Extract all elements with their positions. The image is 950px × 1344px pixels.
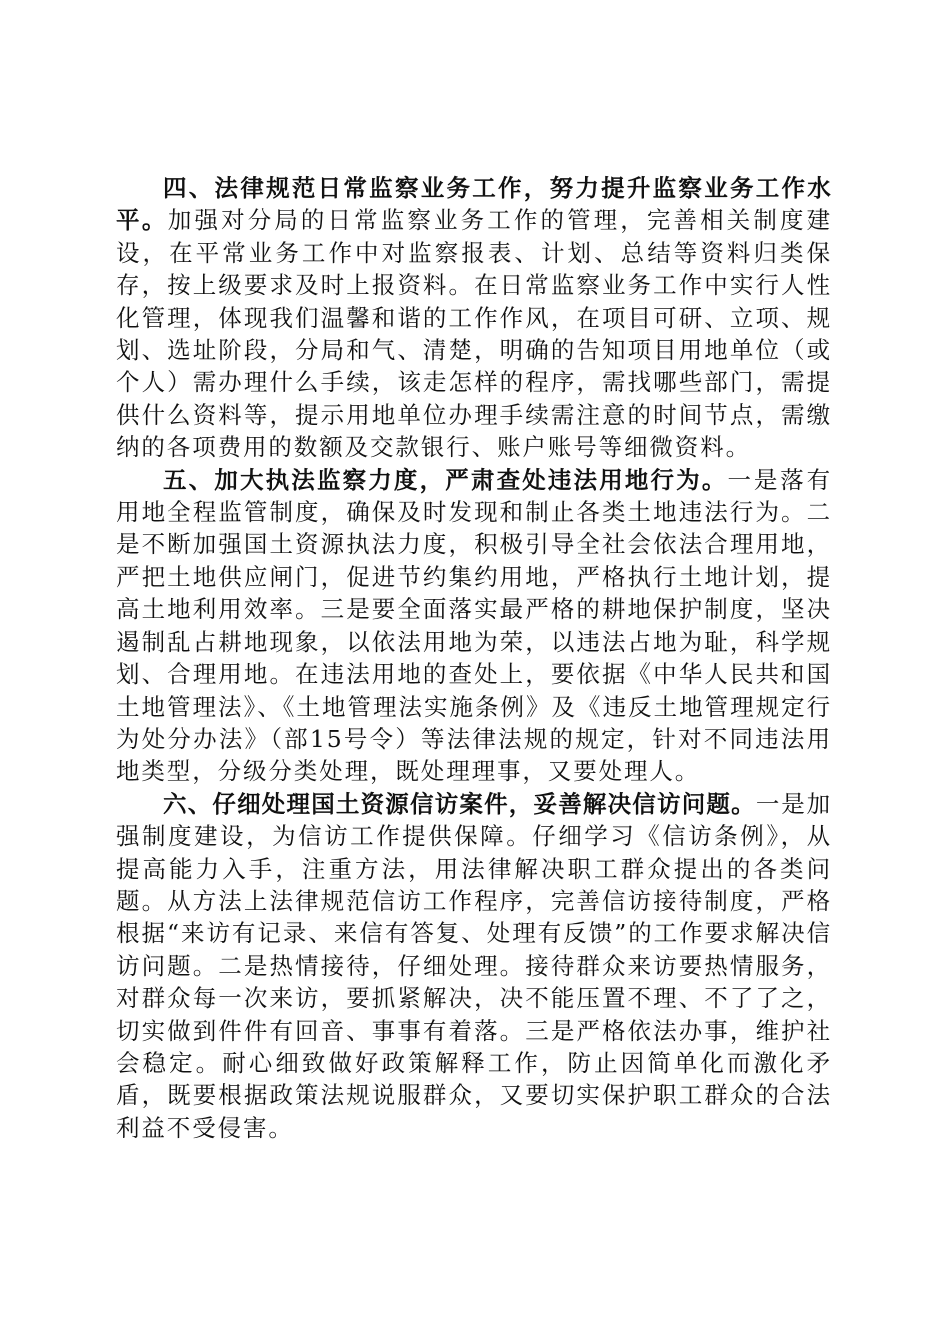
paragraph-section-6 [116,788,832,1144]
section-6-body: 一是加强制度建设，为信访工作提供保障。仔细学习《信访条例》，从提高能力入手，注重方法，用法律解决职工群众提出的各类问题。从方法上法律规范信访工作程序，完善信访接待制度，严格根据“来访有记录、来信有答复、处理有反馈”的工作要求解决信访问题。二是热情接待，仔细处理。接待群众来访要热情服务，对群众每一次来访，要抓紧解决，决不能压置不理、不了了之，切实做到件件有回音、事事有着落。三是严格依法办事，维护社会稳定。耐心细致做好政策解释工作，防止因简单化而激化矛盾，既要根据政策法规说服群众，又要切实保护职工群众的合法利益不受侵害。 [116,789,833,1142]
section-5-heading: 五、加大执法监察力度，严肃查处违法用地行为。 [163,465,728,494]
section-5-body: 一是落有用地全程监管制度，确保及时发现和制止各类土地违法行为。二是不断加强国土资源执法力度，积极引导全社会依法合理用地，严把土地供应闸门，促进节约集约用地，严格执行土地计划，提高土地利用效率。三是要全面落实最严格的耕地保护制度，坚决遏制乱占耕地现象，以依法用地为荣，以违法占地为耻，科学规划、合理用地。在违法用地的查处上，要依据《中华人民共和国土地管理法》、《土地管理法实施条例》及《违反土地管理规定行为处分办法》（部15号令）等法律法规的规定，针对不同违法用地类型，分级分类处理，既处理理事，又要处理人。 [116,465,832,786]
section-4-body: 加强对分局的日常监察业务工作的管理，完善相关制度建设，在平常业务工作中对监察报表、计划、总结等资料归类保存，按上级要求及时上报资料。在日常监察业务工作中实行人性化管理，体现我们温馨和谐的工作作风，在项目可研、立项、规划、选址阶段，分局和气、清楚，明确的告知项目用地单位（或个人）需办理什么手续，该走怎样的程序，需找哪些部门，需提供什么资料等，提示用地单位办理手续需注意的时间节点，需缴纳的各项费用的数额及交款银行、账户账号等细微资料。 [116,206,833,462]
section-4-heading: 四、法律规范日常监察业务工作，努力提升监察业务工作水平。 [116,174,832,235]
paragraph-section-5 [116,464,832,788]
paragraph-section-4 [116,172,832,464]
document-page [116,172,832,1144]
section-6-heading: 六、仔细处理国土资源信访案件，妥善解决信访问题。 [163,789,756,818]
